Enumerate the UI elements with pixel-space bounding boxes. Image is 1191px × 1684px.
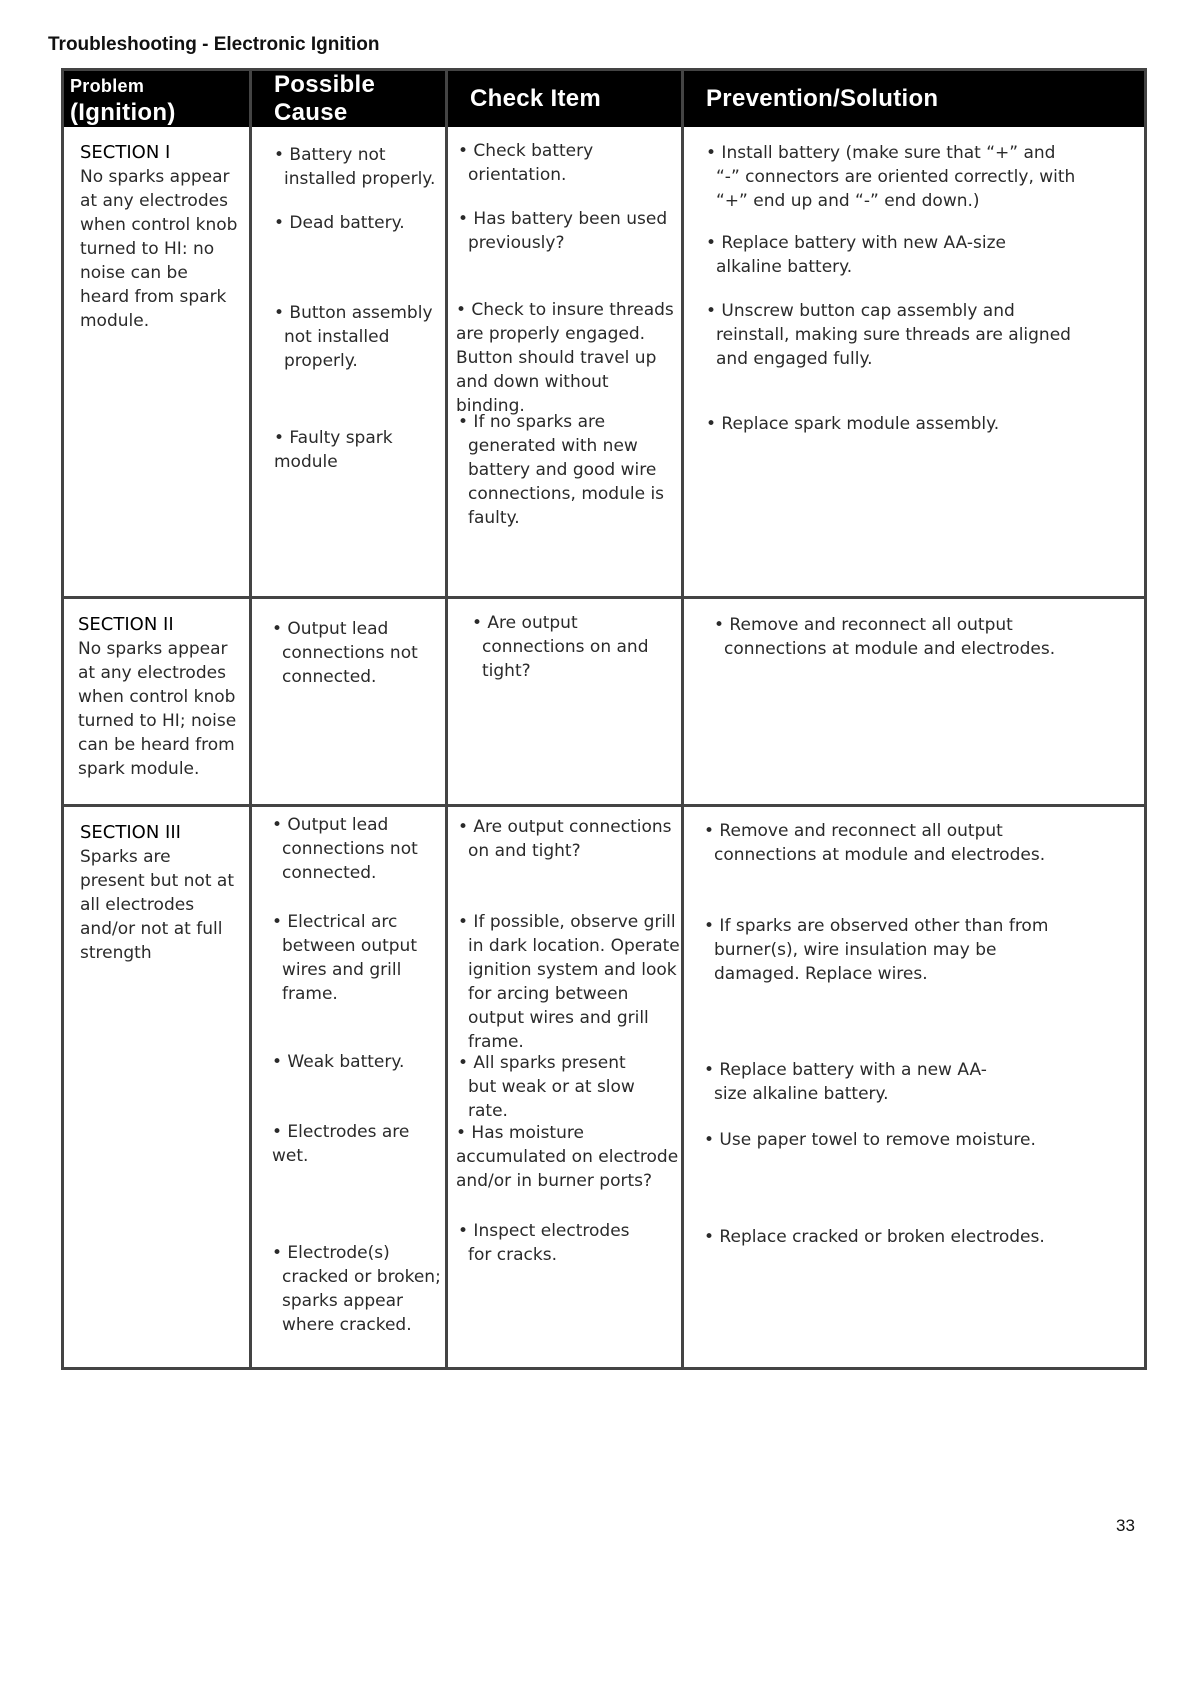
table-header-row xyxy=(63,70,1146,128)
solution-item: • Unscrew button cap assembly and reinstall, making sure threads are aligned and engaged fully. xyxy=(706,301,1071,369)
check-item: • If possible, observe grill in dark location. Operate ignition system and look for arcing between output wires and grill frame. xyxy=(458,911,680,1052)
table-row-section-3 xyxy=(63,805,1146,1368)
cause-item: • Faulty spark module xyxy=(274,428,393,472)
solution-item: • Replace cracked or broken electrodes. xyxy=(704,1226,1045,1247)
check-cell xyxy=(447,805,683,1368)
problem-description: No sparks appear at any electrodes when control knob turned to HI: no noise can be heard from spark module. xyxy=(80,167,238,331)
cause-cell xyxy=(251,805,447,1368)
cause-item: • Electrodes are wet. xyxy=(272,1121,410,1166)
solution-item: • Remove and reconnect all output connections at module and electrodes. xyxy=(704,820,1046,865)
cause-item: • Dead battery. xyxy=(274,213,405,233)
problem-cell xyxy=(63,127,251,597)
solution-cell xyxy=(683,127,1146,597)
solution-cell xyxy=(683,597,1146,805)
table-row-section-1 xyxy=(63,127,1146,597)
cause-cell xyxy=(251,597,447,805)
cause-item: • Button assembly not installed properly. xyxy=(274,303,433,371)
check-item: • Are output connections on and tight? xyxy=(472,612,649,681)
troubleshooting-table xyxy=(61,68,1147,1370)
check-cell xyxy=(447,127,683,597)
section-name: SECTION III xyxy=(80,821,181,843)
problem-cell xyxy=(63,597,251,805)
section-name: SECTION II xyxy=(78,613,174,635)
check-item: • Has moisture accumulated on electrode and/or in burner ports? xyxy=(456,1122,679,1191)
header-possible-cause: Possible Cause xyxy=(251,70,447,128)
header-prevention-solution: Prevention/Solution xyxy=(683,70,1146,128)
cause-item: • Battery not installed properly. xyxy=(274,145,436,189)
solution-item: • Remove and reconnect all output connections at module and electrodes. xyxy=(714,614,1056,659)
check-item: • If no sparks are generated with new battery and good wire connections, module is faulty. xyxy=(458,412,665,528)
cause-item: • Weak battery. xyxy=(272,1051,405,1072)
cause-cell xyxy=(251,127,447,597)
problem-description: No sparks appear at any electrodes when control knob turned to HI; noise can be heard from spark module. xyxy=(78,638,237,779)
solution-item: • If sparks are observed other than from burner(s), wire insulation may be damaged. Replace wires. xyxy=(704,915,1049,984)
check-item: • Inspect electrodes for cracks. xyxy=(458,1220,630,1265)
cause-item: • Output lead connections not connected. xyxy=(272,814,418,883)
problem-cell xyxy=(63,805,251,1368)
cause-item: • Output lead connections not connected. xyxy=(272,618,418,687)
check-item: • Check battery orientation. xyxy=(458,141,594,185)
check-cell xyxy=(447,597,683,805)
header-check-item: Check Item xyxy=(447,70,683,128)
solution-cell xyxy=(683,805,1146,1368)
cause-item: • Electrode(s) cracked or broken; sparks appear where cracked. xyxy=(272,1242,441,1335)
check-item: • Has battery been used previously? xyxy=(458,209,668,253)
page-number: 33 xyxy=(1116,1516,1135,1535)
section-name: SECTION I xyxy=(80,142,171,163)
table-row-section-2 xyxy=(63,597,1146,805)
solution-item: • Replace battery with new AA-size alkaline battery. xyxy=(706,233,1006,277)
solution-item: • Replace spark module assembly. xyxy=(706,414,1000,434)
header-problem: Problem (Ignition) xyxy=(63,70,251,128)
check-item: • Are output connections on and tight? xyxy=(458,816,672,861)
problem-description: Sparks are present but not at all electrodes and/or not at full strength xyxy=(80,846,234,963)
solution-item: • Replace battery with a new AA-size alkaline battery. xyxy=(704,1059,987,1104)
check-item: • All sparks present but weak or at slow rate. xyxy=(458,1052,635,1121)
cause-item: • Electrical arc between output wires and grill frame. xyxy=(272,911,417,1004)
page-title: Troubleshooting - Electronic Ignition xyxy=(48,34,380,55)
check-item: • Check to insure threads are properly engaged. Button should travel up and down without binding. xyxy=(456,300,674,416)
solution-item: • Use paper towel to remove moisture. xyxy=(704,1129,1036,1150)
solution-item: • Install battery (make sure that “+” and “-” connectors are oriented correctly, with “+” end up and “-” end down.) xyxy=(706,143,1076,211)
